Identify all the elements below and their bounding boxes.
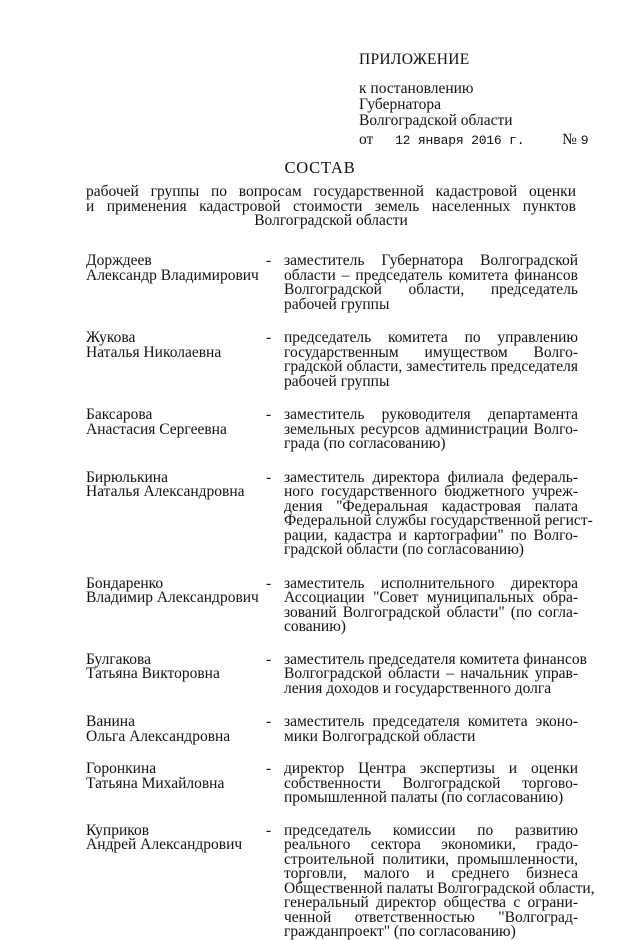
member-position-line: рабочей группы: [284, 372, 390, 390]
member-position: [284, 574, 578, 635]
member-position: [284, 331, 578, 389]
member-position: [284, 821, 595, 940]
member-surname: Жукова: [86, 329, 136, 346]
member-dash: -: [266, 329, 272, 346]
appendix-block: [359, 52, 513, 129]
member-name: [86, 821, 272, 853]
member-position-line: Общественной палаты Волгоградской области,: [284, 879, 595, 897]
member-surname: Ванина: [86, 713, 135, 730]
member-position-line: гражданпроект" (по согласованию): [284, 923, 516, 940]
member-name: [86, 650, 272, 682]
member-position-line: рации, кадастра и картографии" по Волго-: [284, 526, 578, 544]
member-given-names: Андрей Александрович: [86, 836, 243, 853]
member-entry: [86, 408, 578, 452]
member-surname: Булгакова: [86, 650, 152, 668]
member-position-line: строительной политики, промышленности,: [284, 850, 578, 868]
member-given-names: Наталья Николаевна: [86, 343, 222, 361]
subtitle-line-1: рабочей группы по вопросам государственной кадастровой оценки: [86, 183, 576, 200]
member-position-line: генеральный директор общества с ограни-: [284, 894, 578, 911]
member-position-line: градской области (по согласованию): [284, 541, 524, 558]
member-entry: [86, 650, 587, 697]
number-prefix: №: [562, 131, 577, 148]
member-position-line: председатель комитета по управлению: [284, 329, 578, 346]
member-position-line: дения "Федеральная кадастровая палата: [284, 497, 578, 515]
member-position-line: сованию): [284, 618, 346, 635]
member-dash: -: [266, 760, 272, 777]
member-position-line: собственности Волгоградской торгово-: [284, 774, 578, 792]
member-surname: Дорждеев: [86, 252, 152, 269]
member-dash: -: [266, 574, 272, 592]
member-position-line: Волгоградской области – начальник управ-: [284, 665, 578, 682]
member-dash: -: [266, 821, 272, 839]
member-position-line: ления доходов и государственного долга: [284, 679, 552, 697]
member-name: [86, 762, 271, 791]
member-name: [86, 574, 272, 606]
subtitle-line-3: Волгоградской области: [254, 212, 408, 229]
member-position-line: председатель комиссии по развитию: [284, 821, 578, 839]
member-entry: [86, 331, 578, 389]
member-entry: [86, 574, 578, 635]
member-dash: -: [266, 468, 272, 486]
member-name: [86, 331, 271, 360]
member-position-line: реального сектора экономики, градо-: [284, 836, 578, 853]
member-dash: -: [266, 713, 272, 730]
member-position-line: директор Центра экспертизы и оценки: [284, 760, 578, 777]
member-entry: [86, 821, 595, 940]
member-position-line: земельных ресурсов администрации Волго-: [284, 420, 578, 438]
member-surname: Горонкина: [86, 760, 157, 777]
member-entry: [86, 468, 593, 558]
member-name: [86, 408, 271, 437]
member-position: [284, 254, 578, 312]
appendix-to-line-2: Губернатора: [359, 96, 441, 113]
member-given-names: Анастасия Сергеевна: [86, 420, 227, 438]
member-given-names: Татьяна Викторовна: [86, 665, 220, 682]
member-surname: Баксарова: [86, 406, 153, 423]
member-given-names: Александр Владимирович: [86, 266, 259, 284]
member-position-line: зований Волгоградской области" (по согла-: [284, 603, 578, 621]
member-surname: Бирюлькина: [86, 468, 168, 486]
appendix-to-line-1: к постановлению: [359, 80, 474, 97]
member-position-line: области – председатель комитета финансов: [284, 266, 578, 284]
member-position: [284, 468, 593, 558]
document-subtitle: [86, 185, 576, 229]
member-position-line: града (по согласованию): [284, 435, 446, 452]
member-position-line: заместитель исполнительного директора: [284, 574, 578, 592]
member-position-line: ного государственного бюджетного учреж-: [284, 483, 578, 500]
member-position: [284, 408, 578, 452]
member-dash: -: [266, 252, 272, 269]
decree-date: 12 января 2016 г.: [395, 133, 525, 148]
member-surname: Куприков: [86, 821, 150, 839]
member-position-line: заместитель председателя комитета эконо-: [284, 713, 578, 730]
decree-date-number: [359, 131, 588, 149]
document-title: СОСТАВ: [284, 158, 356, 177]
member-entry: [86, 715, 578, 744]
member-position-line: ченной ответственностью "Волгоград-: [284, 908, 578, 926]
member-entry: [86, 762, 578, 806]
appendix-title: ПРИЛОЖЕНИЕ: [359, 51, 470, 68]
member-name: [86, 715, 271, 744]
member-list: [86, 252, 595, 940]
member-position-line: Федеральной службы государственной регист-: [284, 512, 593, 529]
appendix-to-line-3: Волгоградской области: [359, 112, 513, 129]
member-entry: [86, 254, 578, 312]
date-prefix: от: [359, 131, 374, 148]
member-surname: Бондаренко: [86, 574, 164, 592]
member-given-names: Владимир Александрович: [86, 589, 259, 606]
member-position-line: заместитель директора филиала федераль-: [284, 468, 578, 486]
decree-number: 9: [580, 133, 589, 148]
member-dash: -: [266, 650, 272, 668]
member-given-names: Ольга Александровна: [86, 727, 231, 745]
member-position-line: мики Волгоградской области: [284, 727, 476, 745]
member-position: [284, 715, 578, 744]
member-given-names: Татьяна Михайловна: [86, 774, 225, 792]
member-name: [86, 468, 272, 500]
member-given-names: Наталья Александровна: [86, 483, 245, 500]
member-position-line: промышленной палаты (по согласованию): [284, 789, 564, 806]
member-position-line: заместитель Губернатора Волгоградской: [284, 252, 578, 269]
member-position: [284, 762, 578, 806]
member-position-line: Ассоциации "Совет муниципальных обра-: [284, 589, 578, 606]
subtitle-line-2: и применения кадастровой стоимости земель населенных пунктов: [86, 197, 576, 215]
member-position-line: государственным имуществом Волго-: [284, 343, 578, 361]
member-position-line: торговли, малого и среднего бизнеса: [284, 865, 578, 882]
member-position: [284, 650, 587, 697]
member-position-line: градской области, заместитель председателя: [284, 358, 578, 375]
member-position-line: заместитель председателя комитета финансов: [284, 650, 587, 668]
member-position-line: Волгоградской области, председатель: [284, 281, 578, 298]
member-position-line: рабочей группы: [284, 295, 390, 313]
member-dash: -: [266, 406, 272, 423]
member-position-line: заместитель руководителя департамента: [284, 406, 578, 423]
member-name: [86, 254, 271, 283]
